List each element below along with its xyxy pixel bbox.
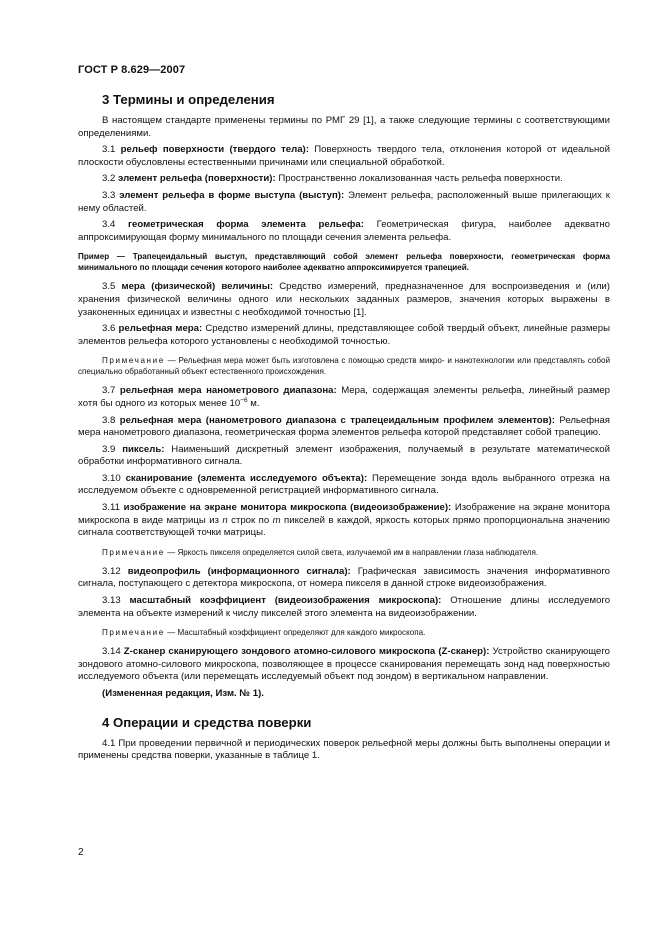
- note-2: Примечание — Яркость пикселя определяется силой света, излучаемой им в направлении глаза наблюдателя.: [102, 547, 539, 557]
- section-3-intro: В настоящем стандарте применены термины по РМГ 29 [1], а также следующие термины с соответствующими определениями.: [78, 115, 610, 139]
- note-label: Примечание: [102, 628, 165, 638]
- term-name: видеопрофиль (информационного сигнала):: [127, 565, 351, 577]
- term-3-10: 3.10 сканирование (элемента исследуемого объекта): Перемещение зонда вдоль выбранного отрезка на исследуемом объекте с одновременной регистрацией информативного сигнала.: [78, 472, 610, 497]
- term-name: пиксель:: [122, 443, 165, 455]
- term-name: рельефная мера:: [118, 323, 203, 335]
- term-3-2: 3.2 элемент рельефа (поверхности): Пространственно локализованная часть рельефа поверхности.: [102, 173, 563, 185]
- example-note: Пример — Трапецеидальный выступ, представляющий собой элемент рельефа поверхности, геометрическая форма минимального по площади сечения которого наиболее адекватно аппроксимируется трапецией.: [78, 252, 610, 273]
- term-3-4: 3.4 геометрическая форма элемента рельефа: Геометрическая фигура, наиболее адекватно аппроксимирующая форму минимального по площади сечения элемента рельефа.: [78, 219, 610, 243]
- term-3-12: 3.12 видеопрофиль (информационного сигнала): Графическая зависимость значения информативного сигнала, поступающего с детектора микроскопа, от номера пикселя в данной строке видеоизображения.: [78, 565, 610, 590]
- term-3-1: 3.1 рельеф поверхности (твердого тела): Поверхность твердого тела, отклонения которой от идеальной плоскости обусловлены естественными причинами или специальной обработкой.: [78, 144, 610, 168]
- term-3-5: 3.5 мера (физической) величины: Средство измерений, предназначенное для воспроизведения и (или) хранения физической величины одного или нескольких заданных размеров, значения которых выражены в узаконенных единицах и известны с необходимой точностью [1].: [78, 281, 610, 318]
- term-3-13: 3.13 масштабный коэффициент (видеоизображения микроскопа): Отношение длины исследуемого элемента на объекте измерений к числу пикселей этого элемента на видеоизображении.: [78, 595, 611, 619]
- term-name: элемент рельефа (поверхности):: [118, 173, 276, 185]
- term-3-11: 3.11 изображение на экране монитора микроскопа (видеоизображение): Изображение на экране монитора микроскопа в виде матрицы из n строк по m пикселей в каждой, яркость которых прямо пропорциональна значению сигнала соответствующей точки матрицы.: [78, 502, 611, 539]
- document-header: ГОСТ Р 8.629—2007: [78, 64, 186, 76]
- term-3-14: 3.14 Z-сканер сканирующего зондового атомно-силового микроскопа (Z-сканер): Устройство сканирующего зондового атомно-силового микроскопа, позволяющее в процессе сканирования перемещать зонд над поверхностью исследуемого объекта (или перемещать исследуемый объект под зондом) в вертикальном направлении.: [78, 646, 610, 683]
- term-name: геометрическая форма элемента рельефа:: [128, 219, 364, 231]
- note-1: Примечание — Рельефная мера может быть изготовлена с помощью средств микро- и нанотехнологии или представлять собой специально обработанный объект естественного происхождения.: [78, 356, 610, 377]
- term-name: рельефная мера нанометрового диапазона:: [119, 385, 337, 397]
- term-3-8: 3.8 рельефная мера (нанометрового диапазона с трапецеидальным профилем элементов): Рельефная мера нанометрового диапазона, геометрическая форма элементов рельефа которой представляет собой трапецию.: [78, 414, 610, 439]
- term-name: мера (физической) величины:: [121, 281, 274, 293]
- edited-revision-note: (Измененная редакция, Изм. № 1).: [102, 688, 264, 699]
- term-name: рельефная мера (нанометрового диапазона с трапецеидальным профилем элементов):: [119, 414, 555, 426]
- section-4-title: 4 Операции и средства поверки: [102, 714, 312, 730]
- term-name: рельеф поверхности (твердого тела):: [120, 144, 309, 156]
- page-number: 2: [78, 847, 84, 858]
- term-name: Z-сканер сканирующего зондового атомно-силового микроскопа (Z-сканер):: [123, 646, 490, 658]
- term-3-6: 3.6 рельефная мера: Средство измерений длины, представляющее собой твердый объект, линейные размеры элементов рельефа которого установлены с необходимой точностью.: [78, 323, 610, 347]
- note-3: Примечание — Масштабный коэффициент определяют для каждого микроскопа.: [102, 628, 426, 638]
- term-name: изображение на экране монитора микроскопа (видеоизображение):: [123, 502, 452, 514]
- term-3-3: 3.3 элемент рельефа в форме выступа (выступ): Элемент рельефа, расположенный выше прилегающих к нему областей.: [78, 189, 610, 214]
- term-name: элемент рельефа в форме выступа (выступ):: [119, 189, 345, 201]
- paragraph-4-1: 4.1 При проведении первичной и периодических поверок рельефной меры должны быть выполнены операции и применены средства поверки, указанные в таблице 1.: [78, 737, 610, 762]
- note-label: Примечание: [102, 547, 165, 557]
- term-3-9: 3.9 пиксель: Наименьший дискретный элемент изображения, получаемый в результате математической обработки информативного сигнала.: [78, 443, 610, 468]
- section-3-title: 3 Термины и определения: [102, 92, 275, 107]
- term-name: масштабный коэффициент (видеоизображения микроскопа):: [129, 595, 442, 607]
- term-3-7: 3.7 рельефная мера нанометрового диапазона: Мера, содержащая элементы рельефа, линейный размер хотя бы одного из которых менее $10^{-6}$ м.: [78, 385, 611, 409]
- note-label: Примечание: [102, 356, 165, 366]
- term-name: сканирование (элемента исследуемого объекта):: [125, 472, 368, 484]
- document-body: [78, 92, 610, 767]
